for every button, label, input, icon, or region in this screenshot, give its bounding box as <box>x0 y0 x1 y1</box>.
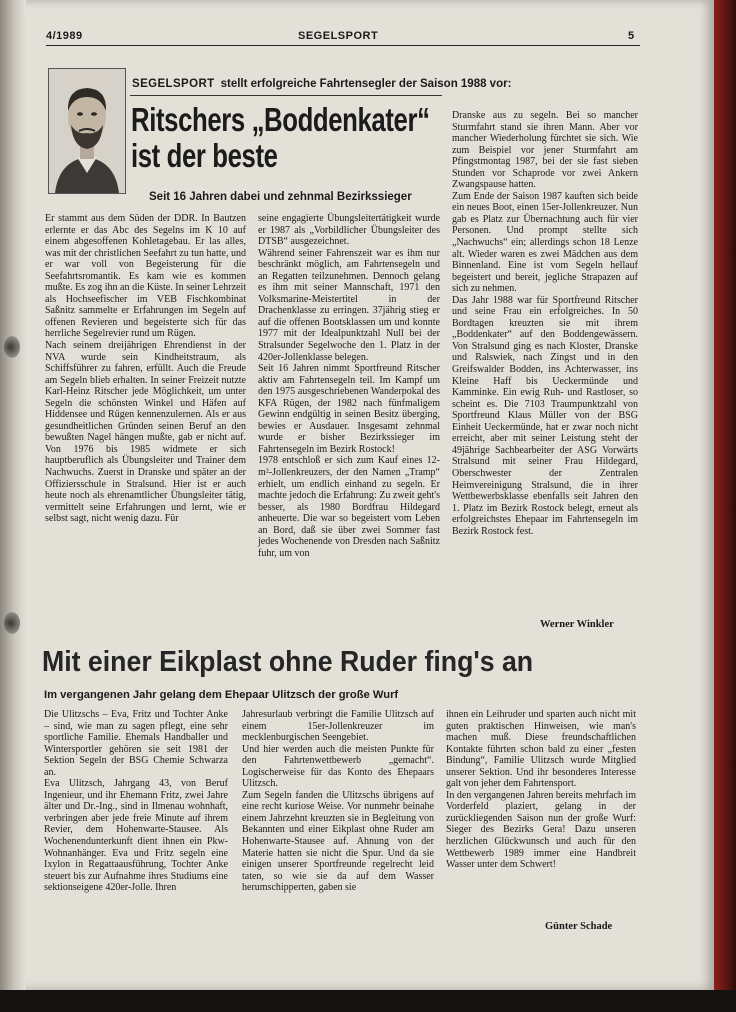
page-gutter <box>0 0 26 990</box>
paragraph: seine engagierte Übungsleitertätigkeit wurde er 1987 als „Vorbildlicher Übungsleiter des DTSB“ ausgezeichnet. <box>258 213 440 248</box>
paragraph: Er stammt aus dem Süden der DDR. In Bautzen erlernte er das Abc des Segelns im K 10 auf einem abgesoffenen Kohletagebau. Er las alles, was mit der christlichen Seefahrt zu tun hatte, und er war voll von Begeisterung für die Seefahrtsromantik. Es kam wie es kommen mußte. Es zog ihn an die Küste. In seiner Lehrzeit als Hochseefischer im VEB Fischkombinat Saßnitz sammelte er Erfahrungen im Segeln auf offenen Revieren und begeisterte sich für das herrliche Segelrevier rund um Rügen. <box>45 213 246 340</box>
paragraph: Eva Ulitzsch, Jahrgang 43, von Beruf Ingenieur, und ihr Ehemann Fritz, zwei Jahre älter und Dr.-Ing., sind in Ilmenau wohnhaft, verbringen aber jede freie Minute auf ihrem Revier, dem Hohenwarte-Stausee. Als Wochenendunterkunft dient ihnen ein Pkw-Wohnanhänger. Eva und Fritz segeln eine Ixylon in Regattaausführung, Tochter Anke steuert bis zur Aufnahme ihres Studiums eine sektionseigene 420er-Jolle. Ihren <box>44 778 228 894</box>
paragraph: In den vergangenen Jahren bereits mehrfach im Vorderfeld plaziert, gelang in der zurückliegenden Saison nun der große Wurf: Sieger des Bezirks Gera! Dazu unseren herzlichen Glückwunsch und auch für den Wettbewerb 1989 immer eine Handbreit Wasser unter dem Schwert! <box>446 789 636 871</box>
article-subheadline: Seit 16 Jahren dabei und zehnmal Bezirkssieger <box>149 191 412 203</box>
magazine-name: SEGELSPORT <box>298 30 379 42</box>
header-rule <box>46 45 640 46</box>
headline-line-1: Ritschers „Boddenkater“ <box>131 101 430 138</box>
paragraph: Die Ulitzschs – Eva, Fritz und Tochter Anke – sind, wie man zu sagen pflegt, eine sehr sportliche Familie. Ehemals Handballer und Wintersportler gehören sie seit 1981 der Sektion Segeln der BSG Chemie Schwarza an. <box>44 709 228 778</box>
author-signature: Werner Winkler <box>540 619 614 630</box>
article-column <box>452 110 638 537</box>
article-subheadline: Im vergangenen Jahr gelang dem Ehepaar Ulitzsch der große Wurf <box>44 689 399 701</box>
article-column <box>45 213 246 525</box>
intro-brand: SEGELSPORT <box>132 78 215 90</box>
portrait-photo <box>48 68 126 194</box>
article-column <box>446 709 636 871</box>
headline-line-2: ist der beste <box>131 137 278 174</box>
paragraph: Dranske aus zu segeln. Bei so mancher Sturmfahrt stand sie ihren Mann. Aber vor mancher Wiederholung fürchtet sie sich. Wie zum Beispiel vor jener Sturmfahrt am Pfingstmontag 1987, bei der sie fast sieben Stunden vor Schaprode vor zwei Ankern Zwangspause hatten. <box>452 110 638 191</box>
paragraph: Und hier werden auch die meisten Punkte für den Fahrtenwettbewerb „gemacht“. Logischerweise für das Konto des Ehepaars Ulitzsch. <box>242 743 434 790</box>
intro-text: stellt erfolgreiche Fahrtensegler der Saison 1988 vor: <box>220 78 512 90</box>
scan-border <box>0 990 736 1012</box>
issue-number: 4/1989 <box>46 30 83 42</box>
paragraph: 1978 entschloß er sich zum Kauf eines 12-m²-Jollenkreuzers, der den Namen „Tramp“ erhielt, um endlich einhand zu segeln. Er machte jedoch die Erfahrung: Zu zweit geht's besser, als 1980 Bordfrau Hildegard anheuerte. Die war so begeistert vom Leben an Bord, daß sie über zwei Sommer fast jedes Wochenende von Dresden nach Saßnitz fuhr, um von <box>258 455 440 559</box>
paragraph: Seit 16 Jahren nimmt Sportfreund Ritscher aktiv am Fahrtensegeln teil. Im Kampf um den 1975 ausgeschriebenen Wanderpokal des KFA Rügen, der 1982 nach fünfmaligem Gewinn endgültig in seinen Besitz überging, bewies er Ausdauer. Insgesamt zehnmal wurde er bisher Bezirkssieger im Fahrtensegeln im Bezirk Rostock! <box>258 363 440 455</box>
page-number: 5 <box>628 30 635 42</box>
article-column <box>258 213 440 559</box>
paragraph: Jahresurlaub verbringt die Familie Ulitzsch auf einem 15er-Jollenkreuzer im mecklenburgischen Seengebiet. <box>242 709 434 744</box>
author-signature: Günter Schade <box>545 921 613 932</box>
article-column <box>242 709 434 894</box>
article-headline <box>131 102 430 174</box>
binder-hole <box>4 336 20 358</box>
binder-spine <box>714 0 736 1012</box>
intro-rule <box>130 95 442 96</box>
paragraph: Das Jahr 1988 war für Sportfreund Ritscher und seine Frau ein erfolgreiches. In 50 Bordtagen kreuzten sie mit ihrem „Boddenkater“ auf den Boddengewässern. Von Stralsund ging es nach Kloster, Dranske und Ralswiek, nach Zingst und in den Greifswalder Bodden, ins Achterwasser, ins Kleine Haff bis Ueckermünde und Kamminke. Ein ewig Ruh- und Rastloser, so scheint es. Die 7103 Traumpunktzahl von Sportfreund Klaus Müller von der BSG Einheit Ueckermünde, hat er zwar noch nicht erreicht, aber mit seiner Leistung steht der 49jährige Sachbearbeiter der ASG Vorwärts Stralsund mit seiner Frau Hildegard, Oberschwester der Zentralen Heimvereinigung Stralsund, die in ihrer Wettbewerbsklasse ebenfalls seit Jahren den 1. Platz im Bezirk Rostock belegt, erneut als erfolgreichstes Ehepaar im Fahrtensegeln im Bezirk Rostock fest. <box>452 294 638 537</box>
paragraph: ihnen ein Leihruder und sparten auch nicht mit guten praktischen Hinweisen, wie man's machen muß. Diese freundschaftlichen Kontakte führten schon bald zu einer „festen Bindung“, Familie Ulitzsch wurde Mitglied unserer Sektion. Und ihr besonderes Interesse galt von jeher dem Fahrtensport. <box>446 709 636 790</box>
paragraph: Zum Ende der Saison 1987 kauften sich beide ein neues Boot, einen 15er-Jollenkreuzer. Nun gab es Platz zur Übernachtung auch für vier Personen. Und prompt stellte sich „Nachwuchs“ ein; allerdings schon 18 Lenze alt. Wieder waren es zwei Mädchen aus dem Binnenland. Eine ist vom Segeln hellauf begeistert und bereit, jegliche Strapazen auf sich zu nehmen. <box>452 190 638 295</box>
article-column <box>44 709 228 894</box>
paragraph: Nach seinem dreijährigen Ehrendienst in der NVA wurde sein Kindheitstraum, als Schiffsführer zu fahren, erfüllt. Auch die Freude am Segeln blieb erhalten. In seiner Freizeit nutzte Karl-Heinz Ritscher jede Möglichkeit, um unter Segeln die schönsten Winkel und Häfen auf Hiddensee und Rügen kennenzulernen. Als er aus gesundheitlichen Gründen seinen Beruf an den bewußten Nagel hängen mußte, gab er nicht auf. Von 1976 bis 1985 widmete er sich hauptberuflich als Übungsleiter und Trainer dem Nachwuchs. Zuerst in Dranske und später an der Offiziersschule in Stralsund. Hier ist er auch heute noch als ehrenamtlicher Übungsleiter tätig, vermittelt seine Erfahrungen und lernt, wie er selbst sagt, nicht wenig dazu. Für <box>45 340 246 525</box>
paragraph: Während seiner Fahrenszeit war es ihm nur beschränkt möglich, am Fahrtensegeln und an Regatten teilzunehmen. Dennoch gelang es ihm mit seiner Mannschaft, 1971 den Volksmarine-Meistertitel in der Drachenklasse zu erringen. 37jährig stieg er auf die offenen Bootsklassen um und konnte 1977 mit der Idealpunktzahl Null bei der Stralsunder Segelwoche den 1. Platz in der 420er-Jollenklasse belegen. <box>258 247 440 363</box>
article-intro <box>132 78 511 90</box>
article-headline: Mit einer Eikplast ohne Ruder fing's an <box>42 646 534 678</box>
binder-hole <box>4 612 20 634</box>
paragraph: Zum Segeln fanden die Ulitzschs übrigens auf eine recht kuriose Weise. Vor nunmehr beinahe einem Jahrzehnt kreuzten sie in Begleitung von Bekannten und einer Eikplast ohne Ruder am Hohenwarte-Stausee auf. Ahnung von der Materie hatten sie nicht die Spur. Und da sie einigen unserer Sportfreunde regelrecht leid taten, so wie sie da auf dem Wasser herumschipperten, gaben sie <box>242 789 434 894</box>
